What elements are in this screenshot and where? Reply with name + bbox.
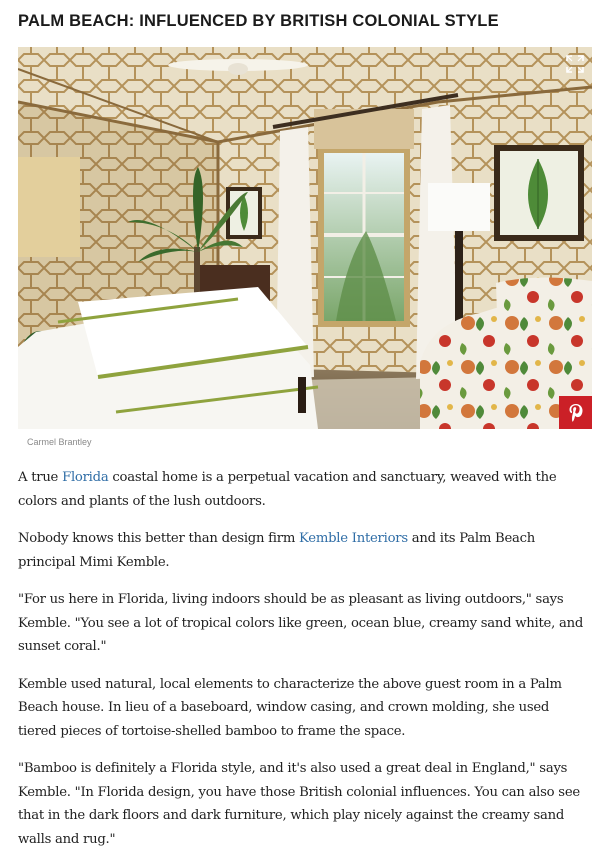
paragraph-4: Kemble used natural, local elements to characterize the above guest room in a Palm Beach house. In lieu of a baseboard, window casing, and crown molding, she used tiered pieces of tortoise-shelled bamboo to frame the space. [18, 676, 562, 739]
photo-credit: Carmel Brantley [27, 437, 92, 447]
paragraph-3: "For us here in Florida, living indoors should be as pleasant as living outdoors," says Kemble. "You see a lot of tropical colors like green, ocean blue, creamy sand white, and sunset coral." [18, 592, 584, 654]
paragraph-text: and its Palm Beach principal Mimi Kemble. [18, 531, 536, 570]
bedroom-photo [18, 47, 592, 429]
florida-link[interactable]: Florida [62, 470, 109, 485]
pinterest-icon [568, 403, 584, 423]
kemble-interiors-link[interactable]: Kemble Interiors [299, 531, 408, 546]
article-heading: PALM BEACH: INFLUENCED BY BRITISH COLONIAL STYLE [18, 12, 499, 30]
expand-icon[interactable] [566, 55, 584, 73]
article-photo [18, 47, 592, 429]
paragraph-text: coastal home is a perpetual vacation and sanctuary, weaved with the colors and plants of the lush outdoors. [18, 470, 557, 509]
paragraph-5: "Bamboo is definitely a Florida style, and it's also used a great deal in England," says Kemble. "In Florida design, you have those British colonial influences. You can also see that in the dark floors and dark furniture, which play nicely against the creamy sand walls and rug." [18, 761, 580, 847]
article-body [18, 466, 590, 865]
paragraph-text: Nobody knows this better than design firm [18, 531, 300, 546]
pinterest-button[interactable] [559, 396, 592, 429]
paragraph-1 [18, 466, 590, 513]
paragraph-2 [18, 527, 590, 574]
paragraph-text: A true [18, 470, 63, 485]
